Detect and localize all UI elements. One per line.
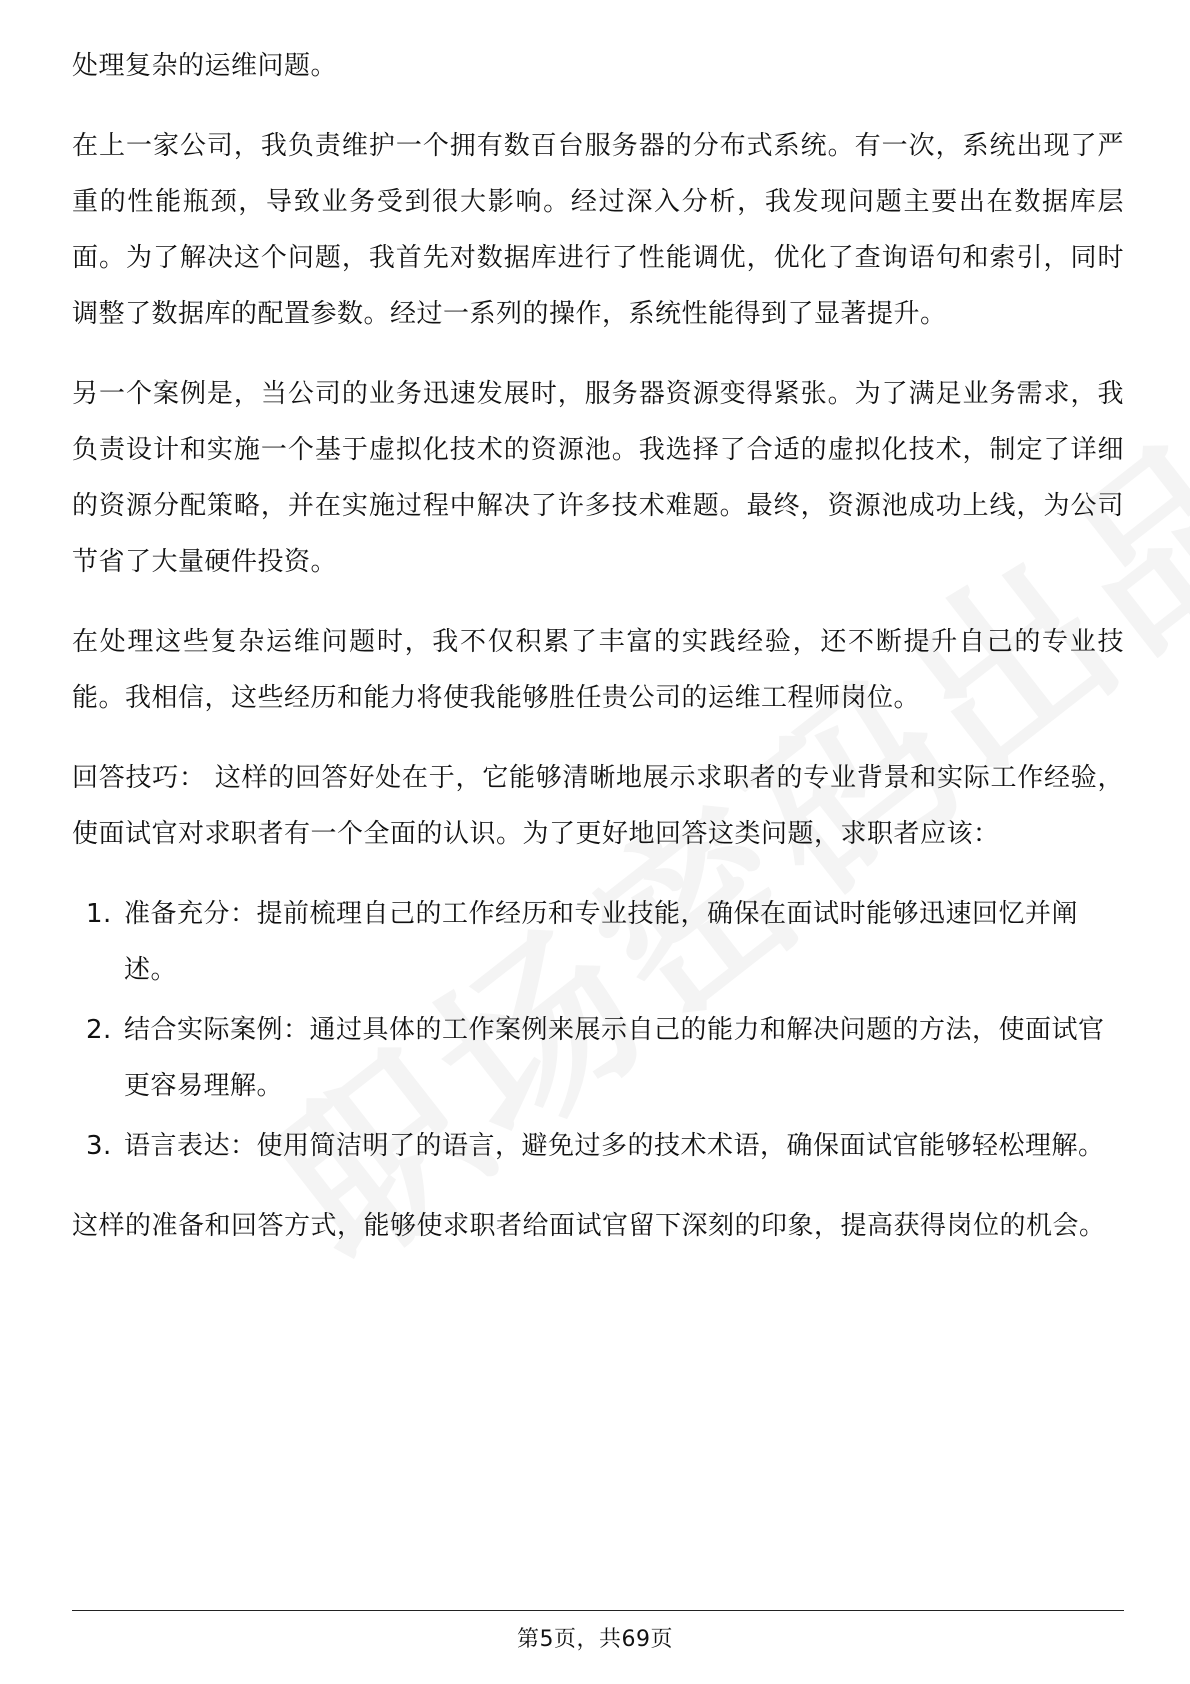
paragraph-intro: 处理复杂的运维问题。: [72, 51, 338, 81]
list-text: 结合实际案例：通过具体的工作案例来展示自己的能力和解决问题的方法，使面试官更容易理解。: [124, 1015, 1105, 1101]
list-item: [72, 1118, 1124, 1174]
paragraph-closing: 这样的准备和回答方式，能够使求职者给面试官留下深刻的印象，提高获得岗位的机会。: [72, 1211, 1106, 1241]
tips-list: [72, 886, 1124, 1174]
list-item: [72, 886, 1124, 998]
paragraph-tips: 回答技巧： 这样的回答好处在于，它能够清晰地展示求职者的专业背景和实际工作经验，使面试官对求职者有一个全面的认识。为了更好地回答这类问题，求职者应该：: [72, 763, 1124, 849]
list-text: 语言表达：使用简洁明了的语言，避免过多的技术术语，确保面试官能够轻松理解。: [124, 1131, 1105, 1161]
paragraph-case-database: 在上一家公司，我负责维护一个拥有数百台服务器的分布式系统。有一次，系统出现了严重的性能瓶颈，导致业务受到很大影响。经过深入分析，我发现问题主要出在数据库层面。为了解决这个问题，我首先对数据库进行了性能调优，优化了查询语句和索引，同时调整了数据库的配置参数。经过一系列的操作，系统性能得到了显著提升。: [72, 131, 1124, 329]
list-number: 3.: [86, 1131, 112, 1161]
list-number: 2.: [86, 1015, 112, 1045]
page-number: 第5页，共69页: [517, 1627, 673, 1652]
list-number: 1.: [86, 899, 112, 929]
paragraph-case-virtualization: 另一个案例是，当公司的业务迅速发展时，服务器资源变得紧张。为了满足业务需求，我负责设计和实施一个基于虚拟化技术的资源池。我选择了合适的虚拟化技术，制定了详细的资源分配策略，并在实施过程中解决了许多技术难题。最终，资源池成功上线，为公司节省了大量硬件投资。: [72, 379, 1124, 577]
list-item: [72, 1002, 1124, 1114]
list-text: 准备充分：提前梳理自己的工作经历和专业技能，确保在面试时能够迅速回忆并阐述。: [124, 899, 1079, 985]
footer-divider: [72, 1610, 1124, 1611]
paragraph-summary: 在处理这些复杂运维问题时，我不仅积累了丰富的实践经验，还不断提升自己的专业技能。我相信，这些经历和能力将使我能够胜任贵公司的运维工程师岗位。: [72, 627, 1124, 713]
document-body: [72, 38, 1124, 1278]
